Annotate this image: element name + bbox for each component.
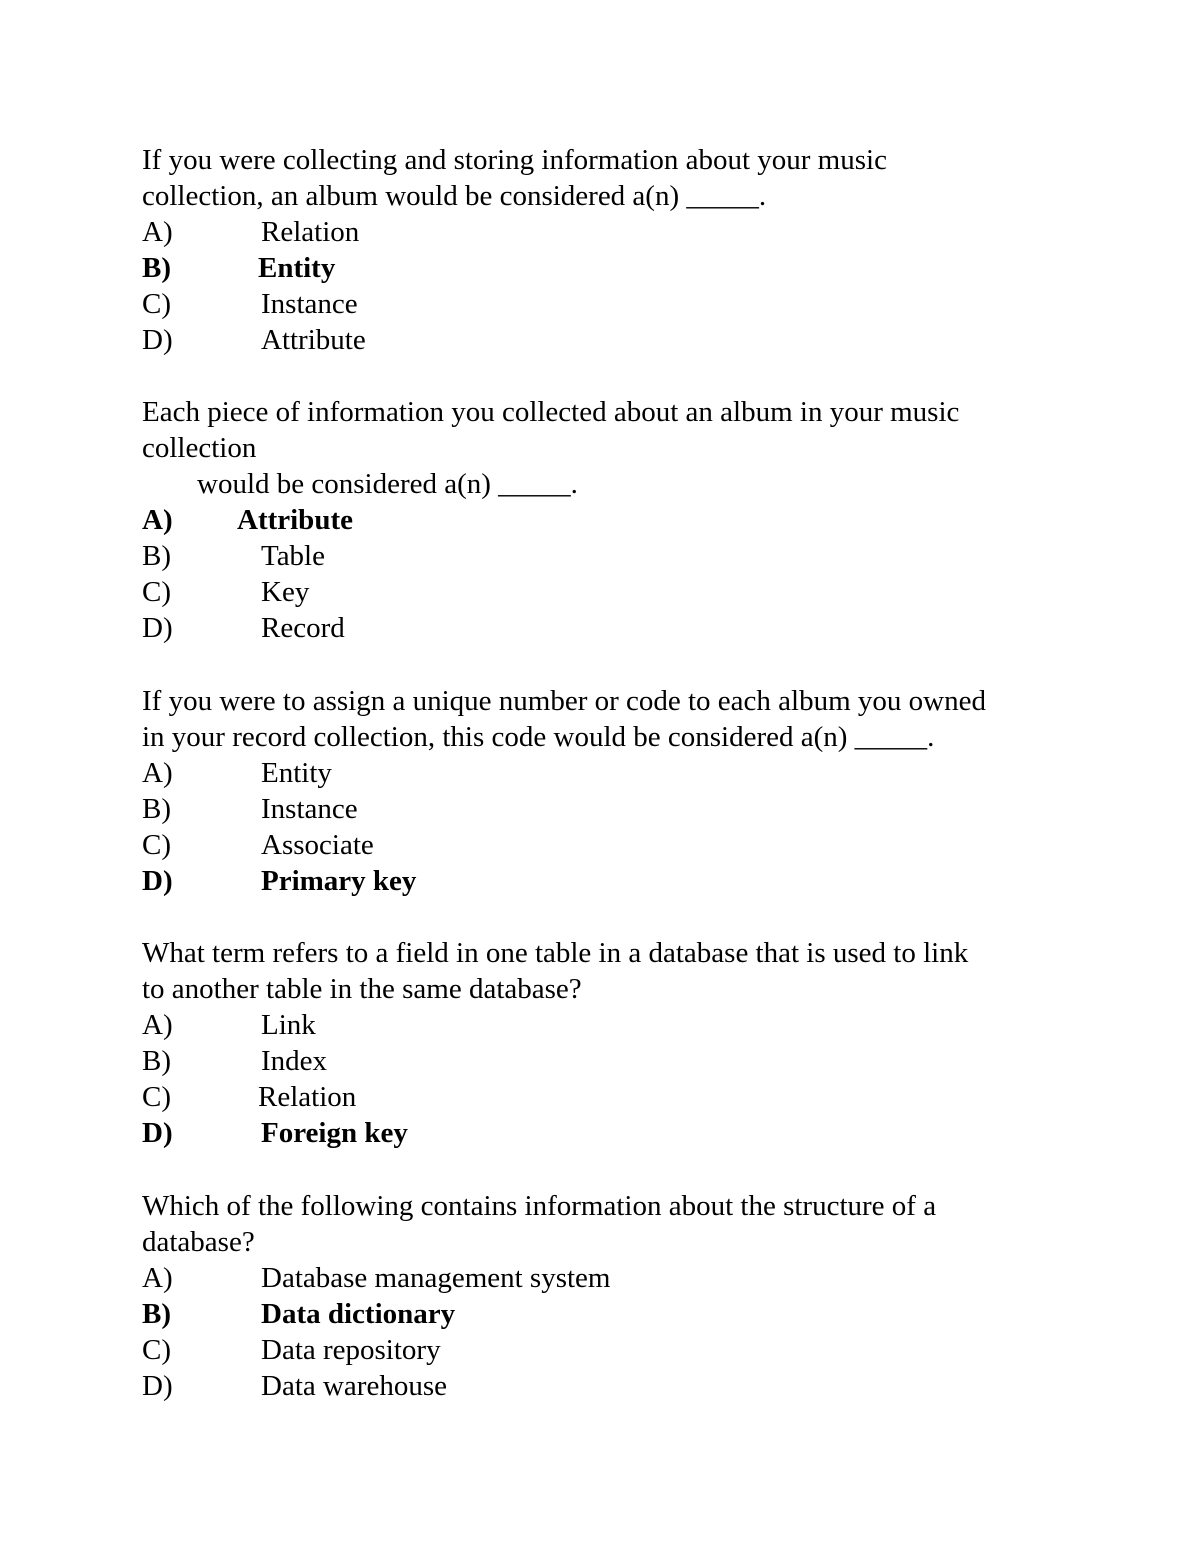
question-4-option-c: [142, 1079, 1102, 1115]
question-2-stem-line-2: collection: [142, 432, 257, 464]
question-1: [142, 142, 1102, 358]
option-letter: D): [142, 1370, 173, 1402]
question-2-stem-line-1: Each piece of information you collected about an album in your music: [142, 396, 960, 428]
option-letter: C): [142, 288, 171, 320]
option-letter: A): [142, 504, 173, 536]
question-3-stem-line-2: in your record collection, this code would be considered a(n) _____.: [142, 721, 935, 753]
option-text: Data dictionary: [261, 1298, 456, 1330]
question-5-option-a: [142, 1260, 1102, 1296]
option-text: Relation: [258, 1081, 357, 1113]
option-letter: B): [142, 1045, 171, 1077]
question-3-option-d: [142, 863, 1102, 899]
option-text: Index: [261, 1045, 328, 1077]
question-1-option-d: [142, 322, 1102, 358]
option-text: Primary key: [261, 865, 417, 897]
option-text: Foreign key: [261, 1117, 408, 1149]
option-text: Instance: [261, 288, 358, 320]
option-letter: D): [142, 1117, 173, 1149]
question-3-option-c: [142, 827, 1102, 863]
question-1-option-a: [142, 214, 1102, 250]
question-5: [142, 1188, 1102, 1404]
option-text: Relation: [261, 216, 360, 248]
question-1-stem-line-1: If you were collecting and storing information about your music: [142, 144, 887, 176]
question-4-option-d: [142, 1115, 1102, 1151]
question-4-stem-line-2: to another table in the same database?: [142, 973, 582, 1005]
option-text: Key: [261, 576, 310, 608]
question-2-option-a: [142, 502, 1102, 538]
question-3-option-b: [142, 791, 1102, 827]
question-3-option-a: [142, 755, 1102, 791]
option-text: Associate: [261, 829, 374, 861]
option-letter: B): [142, 540, 171, 572]
option-letter: A): [142, 1262, 173, 1294]
question-4-stem-line-1: What term refers to a field in one table in a database that is used to link: [142, 937, 969, 969]
question-2-option-c: [142, 574, 1102, 610]
option-letter: D): [142, 865, 173, 897]
option-text: Table: [261, 540, 325, 572]
option-text: Entity: [258, 252, 336, 284]
option-text: Record: [261, 612, 345, 644]
option-text: Entity: [261, 757, 332, 789]
question-1-option-c: [142, 286, 1102, 322]
option-text: Attribute: [237, 504, 353, 536]
question-1-stem-line-2: collection, an album would be considered a(n) _____.: [142, 180, 767, 212]
option-letter: B): [142, 252, 171, 284]
question-3: [142, 683, 1102, 899]
option-text: Data warehouse: [261, 1370, 447, 1402]
option-text: Data repository: [261, 1334, 441, 1366]
question-4-option-a: [142, 1007, 1102, 1043]
question-5-option-d: [142, 1368, 1102, 1404]
question-5-stem-line-2: database?: [142, 1226, 255, 1258]
question-4-option-b: [142, 1043, 1102, 1079]
option-letter: C): [142, 829, 171, 861]
option-letter: C): [142, 1081, 171, 1113]
question-4: [142, 935, 1102, 1151]
question-5-stem-line-1: Which of the following contains information about the structure of a: [142, 1190, 937, 1222]
question-2-option-d: [142, 610, 1102, 646]
question-2-option-b: [142, 538, 1102, 574]
option-text: Attribute: [261, 324, 366, 356]
option-text: Instance: [261, 793, 358, 825]
option-letter: D): [142, 612, 173, 644]
question-5-option-c: [142, 1332, 1102, 1368]
option-letter: B): [142, 793, 171, 825]
question-3-stem-line-1: If you were to assign a unique number or code to each album you owned: [142, 685, 986, 717]
option-letter: A): [142, 216, 173, 248]
option-letter: C): [142, 576, 171, 608]
option-letter: D): [142, 324, 173, 356]
option-text: Link: [261, 1009, 316, 1041]
question-1-option-b: [142, 250, 1102, 286]
option-letter: A): [142, 1009, 173, 1041]
option-letter: A): [142, 757, 173, 789]
option-letter: C): [142, 1334, 171, 1366]
question-2-stem-line-3: would be considered a(n) _____.: [197, 468, 578, 500]
question-5-option-b: [142, 1296, 1102, 1332]
option-letter: B): [142, 1298, 171, 1330]
question-2: [142, 394, 1102, 646]
option-text: Database management system: [261, 1262, 611, 1294]
